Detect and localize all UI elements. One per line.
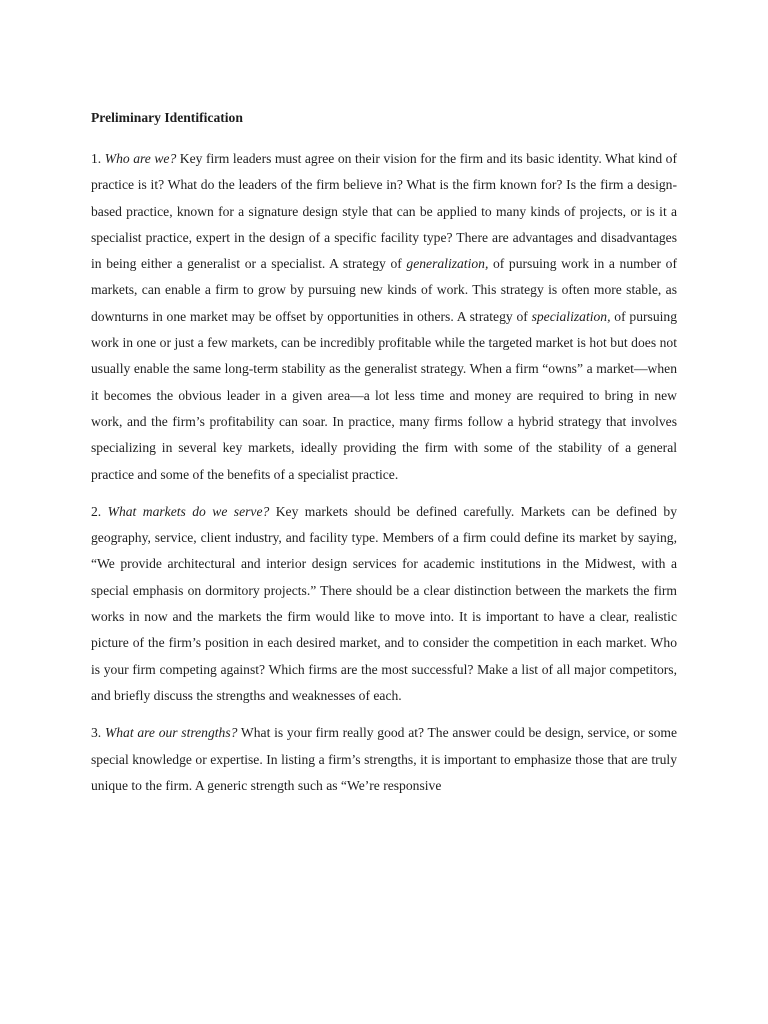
section-heading: Preliminary Identification bbox=[91, 110, 243, 125]
document-body bbox=[91, 106, 677, 810]
paragraph-who-are-we bbox=[91, 146, 677, 488]
paragraph-text: Key firm leaders must agree on their vision for the firm and its basic identity. What kind of practice is it? What do the leaders of the firm believe in? What is the firm known for? Is the firm a design-based practice, known for a signature design style that can be applied to many kinds of projects, or is it a specialist practice, expert in the design of a specific facility type? There are advantages and disadvantages in being either a generalist or a specialist. A strategy of bbox=[91, 151, 677, 272]
item-number: 3. bbox=[91, 725, 102, 741]
paragraph-our-strengths bbox=[91, 720, 677, 799]
paragraph-text: What is your firm really good at? The answer could be design, service, or some special knowledge or expertise. In listing a firm’s strengths, it is important to emphasize those that are truly unique to the firm. A generic strength such as “We’re responsive bbox=[91, 725, 678, 793]
item-question: What markets do we serve? bbox=[107, 503, 270, 519]
item-number: 1. bbox=[91, 151, 102, 166]
item-number: 2. bbox=[91, 503, 102, 519]
paragraph-text: of pursuing work in one or just a few markets, can be incredibly profitable while the targeted market is hot but does not usually enable the same long-term stability as the generalist strategy. When a firm “owns” a market—when it becomes the obvious leader in a given area—a lot less time and money are required to bring in new work, and the firm’s profitability can soar. In practice, many firms follow a hybrid strategy that involves specializing in several key markets, ideally providing the firm with some of the stability of a general practice and some of the benefits of a specialist practice. bbox=[91, 308, 677, 482]
paragraph-text: Key markets should be defined carefully. Markets can be defined by geography, service, client industry, and facility type. Members of a firm could define its market by saying, “We provide architectural and interior design services for academic institutions in the Midwest, with a special emphasis on dormitory projects.” There should be a clear distinction between the markets the firm works in now and the markets the firm would like to move into. It is important to have a clear, realistic picture of the firm’s position in each desired market, and to consider the competition in each market. Who is your firm competing against? Which firms are the most successful? Make a list of all major competitors, and briefly discuss the strengths and weaknesses of each. bbox=[91, 503, 677, 703]
italic-term: specialization, bbox=[531, 308, 611, 324]
paragraph-what-markets bbox=[91, 499, 677, 709]
italic-term: generalization, bbox=[406, 256, 489, 272]
paragraph-text: of pursuing work in a number of markets, can enable a firm to grow by pursuing new kinds of work. This strategy is often more stable, as downturns in one market may be offset by opportunities in others. A strategy of bbox=[91, 256, 677, 324]
item-question: Who are we? bbox=[104, 151, 177, 166]
item-question: What are our strengths? bbox=[104, 725, 238, 741]
